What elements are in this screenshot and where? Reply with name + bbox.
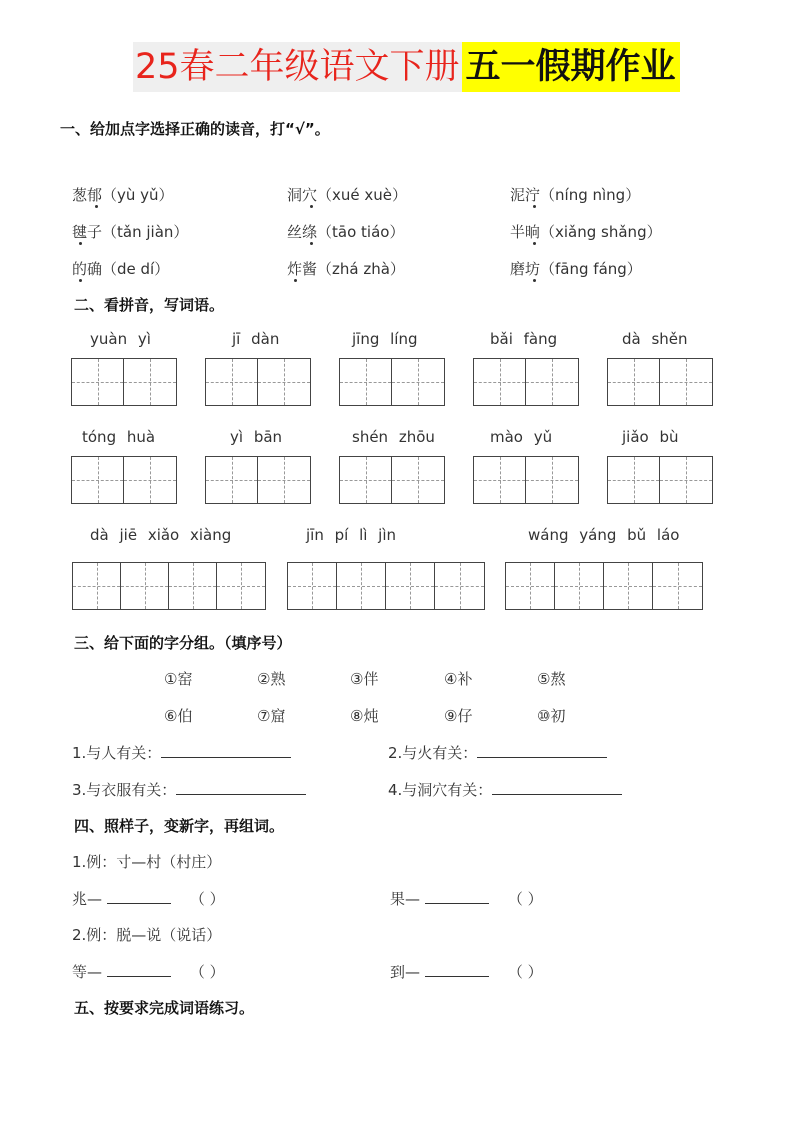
title-part1: 25春二年级语文下册 bbox=[133, 42, 462, 92]
writing-grid[interactable] bbox=[339, 456, 445, 504]
writing-grid[interactable] bbox=[505, 562, 703, 610]
answer-blank[interactable] bbox=[176, 780, 306, 795]
pinyin-label: dà shěn bbox=[622, 330, 688, 348]
answer-blank[interactable] bbox=[107, 889, 171, 904]
writing-grid[interactable] bbox=[473, 456, 579, 504]
pinyin-label: yì bān bbox=[230, 428, 283, 446]
writing-grid[interactable] bbox=[607, 358, 713, 406]
pron-item: 葱郁 （yù yǔ） bbox=[72, 184, 174, 205]
char-option: ⑥伯 bbox=[164, 707, 193, 725]
page-title bbox=[133, 42, 680, 92]
pron-item: 半晌 （xiǎng shǎng） bbox=[510, 221, 662, 242]
pinyin-label: yuàn yì bbox=[90, 330, 151, 348]
char-option: ③伴 bbox=[350, 670, 379, 688]
answer-blank[interactable] bbox=[492, 780, 622, 795]
char-option: ②熟 bbox=[257, 670, 286, 688]
writing-grid[interactable] bbox=[72, 562, 266, 610]
writing-grid[interactable] bbox=[607, 456, 713, 504]
pron-item: 炸酱 （zhá zhà） bbox=[287, 258, 405, 279]
writing-grid[interactable] bbox=[71, 456, 177, 504]
writing-grid[interactable] bbox=[339, 358, 445, 406]
char-option: ⑦窟 bbox=[257, 707, 286, 725]
answer-blank[interactable] bbox=[425, 889, 489, 904]
pron-item: 丝绦 （tāo tiáo） bbox=[287, 221, 404, 242]
pinyin-label: jiǎo bù bbox=[622, 428, 679, 446]
pron-item: 磨坊 （fāng fáng） bbox=[510, 258, 642, 279]
pinyin-label: wáng yáng bǔ láo bbox=[528, 526, 680, 544]
section1-heading: 一、给加点字选择正确的读音，打“√”。 bbox=[60, 120, 330, 138]
section3-heading: 三、给下面的字分组。（填序号） bbox=[74, 634, 292, 652]
answer-blank[interactable] bbox=[477, 743, 607, 758]
example-line: 2.例：脱—说（说话） bbox=[72, 926, 222, 944]
char-option: ⑤熬 bbox=[537, 670, 566, 688]
char-option: ④补 bbox=[444, 670, 473, 688]
title-part2: 五一假期作业 bbox=[462, 42, 680, 92]
pron-item: 的确 （de dí） bbox=[72, 258, 169, 279]
answer-blank[interactable] bbox=[161, 743, 291, 758]
pinyin-label: bǎi fàng bbox=[490, 330, 558, 348]
exercise-item: 果— （ ） bbox=[390, 890, 543, 908]
group-question: 1.与人有关： bbox=[72, 742, 291, 763]
pinyin-label: jī dàn bbox=[232, 330, 280, 348]
writing-grid[interactable] bbox=[287, 562, 485, 610]
pinyin-label: jīng líng bbox=[352, 330, 418, 348]
section4-heading: 四、照样子，变新字，再组词。 bbox=[74, 817, 285, 835]
section5-heading: 五、按要求完成词语练习。 bbox=[74, 999, 255, 1017]
group-question: 2.与火有关： bbox=[388, 742, 607, 763]
group-question: 3.与衣服有关： bbox=[72, 779, 306, 800]
section2-heading: 二、看拼音，写词语。 bbox=[74, 296, 225, 314]
pinyin-label: tóng huà bbox=[82, 428, 156, 446]
pron-item: 洞穴 （xué xuè） bbox=[287, 184, 407, 205]
pinyin-label: dà jiē xiǎo xiàng bbox=[90, 526, 232, 544]
writing-grid[interactable] bbox=[205, 456, 311, 504]
pron-item: 泥泞 （níng nìng） bbox=[510, 184, 640, 205]
exercise-item: 到— （ ） bbox=[390, 963, 543, 981]
exercise-item: 兆— （ ） bbox=[72, 890, 225, 908]
char-option: ①窑 bbox=[164, 670, 193, 688]
answer-blank[interactable] bbox=[425, 962, 489, 977]
char-option: ⑩初 bbox=[537, 707, 566, 725]
pinyin-label: jīn pí lì jìn bbox=[306, 526, 397, 544]
writing-grid[interactable] bbox=[473, 358, 579, 406]
pinyin-label: shén zhōu bbox=[352, 428, 435, 446]
group-question: 4.与洞穴有关： bbox=[388, 779, 622, 800]
example-line: 1.例：寸—村（村庄） bbox=[72, 853, 222, 871]
pron-item: 毽子 （tǎn jiàn） bbox=[72, 221, 188, 242]
char-option: ⑨仔 bbox=[444, 707, 473, 725]
answer-blank[interactable] bbox=[107, 962, 171, 977]
pinyin-label: mào yǔ bbox=[490, 428, 553, 446]
writing-grid[interactable] bbox=[71, 358, 177, 406]
writing-grid[interactable] bbox=[205, 358, 311, 406]
exercise-item: 等— （ ） bbox=[72, 963, 225, 981]
char-option: ⑧炖 bbox=[350, 707, 379, 725]
